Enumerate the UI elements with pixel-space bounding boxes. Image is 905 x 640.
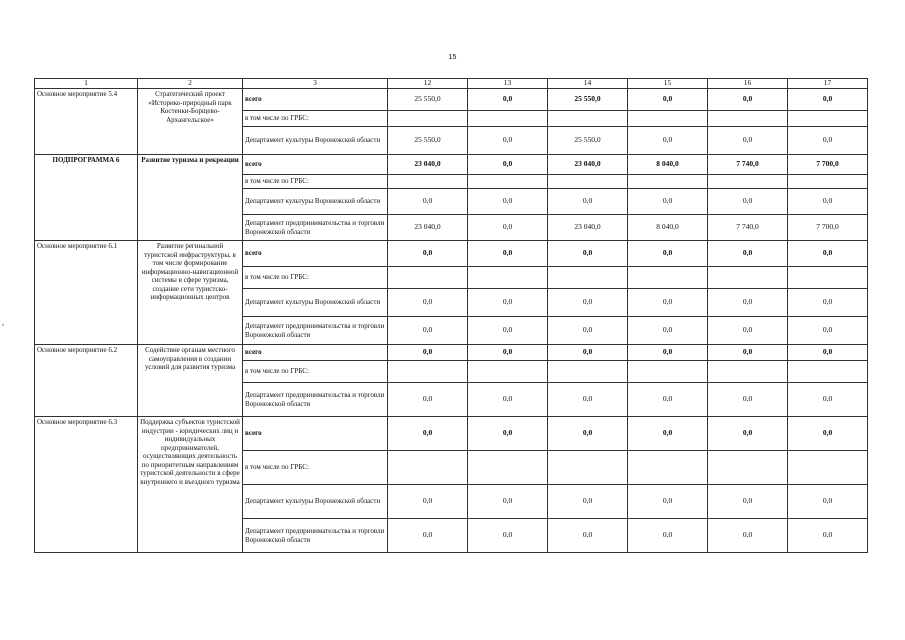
empty-cell [388,361,468,383]
value-cell: 0,0 [468,289,548,317]
empty-cell [388,111,468,127]
table-row [35,89,868,111]
measure-code: Основное мероприятие 6.2 [35,345,138,417]
value-cell: 0,0 [788,89,868,111]
value-cell: 0,0 [388,189,468,215]
empty-cell [788,111,868,127]
empty-cell [708,361,788,383]
empty-cell [548,175,628,189]
incl-label: в том числе по ГРБС: [243,175,388,189]
value-cell: 0,0 [788,317,868,345]
value-cell: 0,0 [708,317,788,345]
incl-label: в том числе по ГРБС: [243,111,388,127]
table-row [35,241,868,267]
empty-cell [628,361,708,383]
value-cell: 0,0 [548,383,628,417]
empty-cell [708,267,788,289]
empty-cell [788,175,868,189]
value-cell: 25 550,0 [548,127,628,155]
header-cell: 12 [388,79,468,89]
value-cell: 0,0 [388,519,468,553]
value-cell: 0,0 [628,417,708,451]
incl-label: в том числе по ГРБС: [243,267,388,289]
header-cell: 15 [628,79,708,89]
value-cell: 0,0 [628,485,708,519]
value-cell: 0,0 [708,383,788,417]
value-cell: 0,0 [548,241,628,267]
table-row [35,345,868,361]
value-cell: 0,0 [788,241,868,267]
value-cell: 0,0 [388,417,468,451]
value-cell: 7 700,0 [788,215,868,241]
table-row [35,417,868,451]
value-cell: 0,0 [548,485,628,519]
header-cell: 16 [708,79,788,89]
empty-cell [628,175,708,189]
value-cell: 0,0 [388,317,468,345]
table-row [35,155,868,175]
empty-cell [388,267,468,289]
value-cell: 0,0 [468,417,548,451]
dept-business-label: Департамент предпринимательства и торговли Воронежской области [243,383,388,417]
measure-title: Развитие регинальной туристской инфраструктуры, в том числе формирование информационно-навигационной системы в сфере туризма, создание сети туристско-информационных центров [138,241,243,345]
header-cell: 17 [788,79,868,89]
value-cell: 0,0 [548,189,628,215]
empty-cell [548,267,628,289]
value-cell: 7 740,0 [708,155,788,175]
value-cell: 0,0 [628,345,708,361]
header-row [35,79,868,89]
empty-cell [788,361,868,383]
dept-culture-label: Департамент культуры Воронежской области [243,289,388,317]
value-cell: 0,0 [788,289,868,317]
value-cell: 0,0 [628,189,708,215]
header-cell: 3 [243,79,388,89]
total-label: всего [243,241,388,267]
empty-cell [468,175,548,189]
value-cell: 0,0 [708,189,788,215]
value-cell: 0,0 [788,189,868,215]
measure-code: Основное мероприятие 6.3 [35,417,138,553]
value-cell: 23 040,0 [548,215,628,241]
value-cell: 0,0 [388,241,468,267]
value-cell: 0,0 [548,345,628,361]
value-cell: 0,0 [468,383,548,417]
value-cell: 0,0 [468,215,548,241]
value-cell: 0,0 [628,383,708,417]
empty-cell [628,451,708,485]
dept-culture-label: Департамент культуры Воронежской области [243,127,388,155]
subprogram-title: Развитие туризма и рекреации [138,155,243,241]
value-cell: 0,0 [708,289,788,317]
value-cell: 0,0 [708,485,788,519]
value-cell: 0,0 [708,345,788,361]
header-cell: 13 [468,79,548,89]
value-cell: 0,0 [548,289,628,317]
empty-cell [388,175,468,189]
value-cell: 0,0 [788,383,868,417]
value-cell: 0,0 [388,485,468,519]
empty-cell [468,111,548,127]
value-cell: 25 550,0 [548,89,628,111]
value-cell: 0,0 [468,317,548,345]
total-label: всего [243,89,388,111]
value-cell: 0,0 [548,317,628,345]
dept-business-label: Департамент предпринимательства и торговли Воронежской области [243,317,388,345]
value-cell: 0,0 [628,519,708,553]
value-cell: 0,0 [628,317,708,345]
value-cell: 0,0 [788,417,868,451]
value-cell: 0,0 [788,127,868,155]
empty-cell [628,267,708,289]
empty-cell [548,111,628,127]
dept-culture-label: Департамент культуры Воронежской области [243,485,388,519]
value-cell: 0,0 [628,89,708,111]
value-cell: 0,0 [788,519,868,553]
value-cell: 0,0 [628,241,708,267]
value-cell: 0,0 [468,189,548,215]
value-cell: 0,0 [388,289,468,317]
value-cell: 0,0 [788,345,868,361]
measure-code: Основное мероприятие 5.4 [35,89,138,155]
value-cell: 0,0 [708,241,788,267]
empty-cell [548,361,628,383]
value-cell: 0,0 [628,127,708,155]
value-cell: 8 040,0 [628,215,708,241]
measure-title: Стратегический проект «Историко-природный парк Костенки-Борщево-Архангельское» [138,89,243,155]
value-cell: 0,0 [548,519,628,553]
empty-cell [548,451,628,485]
value-cell: 0,0 [788,485,868,519]
empty-cell [708,111,788,127]
incl-label: в том числе по ГРБС: [243,361,388,383]
empty-cell [708,451,788,485]
value-cell: 23 040,0 [548,155,628,175]
total-label: всего [243,155,388,175]
empty-cell [788,267,868,289]
measure-code: Основное мероприятие 6.1 [35,241,138,345]
value-cell: 0,0 [708,417,788,451]
total-label: всего [243,345,388,361]
value-cell: 0,0 [468,485,548,519]
dept-business-label: Департамент предпринимательства и торговли Воронежской области [243,215,388,241]
value-cell: 7 740,0 [708,215,788,241]
header-cell: 2 [138,79,243,89]
value-cell: 0,0 [468,345,548,361]
value-cell: 0,0 [628,289,708,317]
header-cell: 14 [548,79,628,89]
empty-cell [708,175,788,189]
value-cell: 0,0 [548,417,628,451]
value-cell: 23 040,0 [388,155,468,175]
header-cell: 1 [35,79,138,89]
value-cell: 0,0 [468,89,548,111]
budget-table [34,78,868,553]
dept-business-label: Департамент предпринимательства и торговли Воронежской области [243,519,388,553]
dept-culture-label: Департамент культуры Воронежской области [243,189,388,215]
page-number: 15 [448,54,457,61]
value-cell: 23 040,0 [388,215,468,241]
value-cell: 0,0 [468,241,548,267]
total-label: всего [243,417,388,451]
value-cell: 25 550,0 [388,127,468,155]
value-cell: 0,0 [708,89,788,111]
subprogram-code: ПОДПРОГРАММА 6 [35,155,138,241]
empty-cell [468,267,548,289]
empty-cell [388,451,468,485]
empty-cell [468,361,548,383]
value-cell: 0,0 [468,519,548,553]
measure-title: Поддержка субъектов туристской индустрии - юридических лиц и индивидуальных предпринимателей, осуществляющих деятельность по приоритетным направлениям туристской деятельности в сфере внутреннего и въездного туризма [138,417,243,553]
value-cell: 0,0 [468,127,548,155]
value-cell: 7 700,0 [788,155,868,175]
value-cell: 0,0 [388,383,468,417]
incl-label: в том числе по ГРБС: [243,451,388,485]
value-cell: 0,0 [468,155,548,175]
empty-cell [628,111,708,127]
value-cell: 0,0 [708,127,788,155]
margin-mark: , [2,318,4,327]
value-cell: 25 550,0 [388,89,468,111]
measure-title: Содействие органам местного самоуправления в создании условий для развития туризма [138,345,243,417]
value-cell: 0,0 [388,345,468,361]
empty-cell [468,451,548,485]
value-cell: 0,0 [708,519,788,553]
value-cell: 8 040,0 [628,155,708,175]
empty-cell [788,451,868,485]
